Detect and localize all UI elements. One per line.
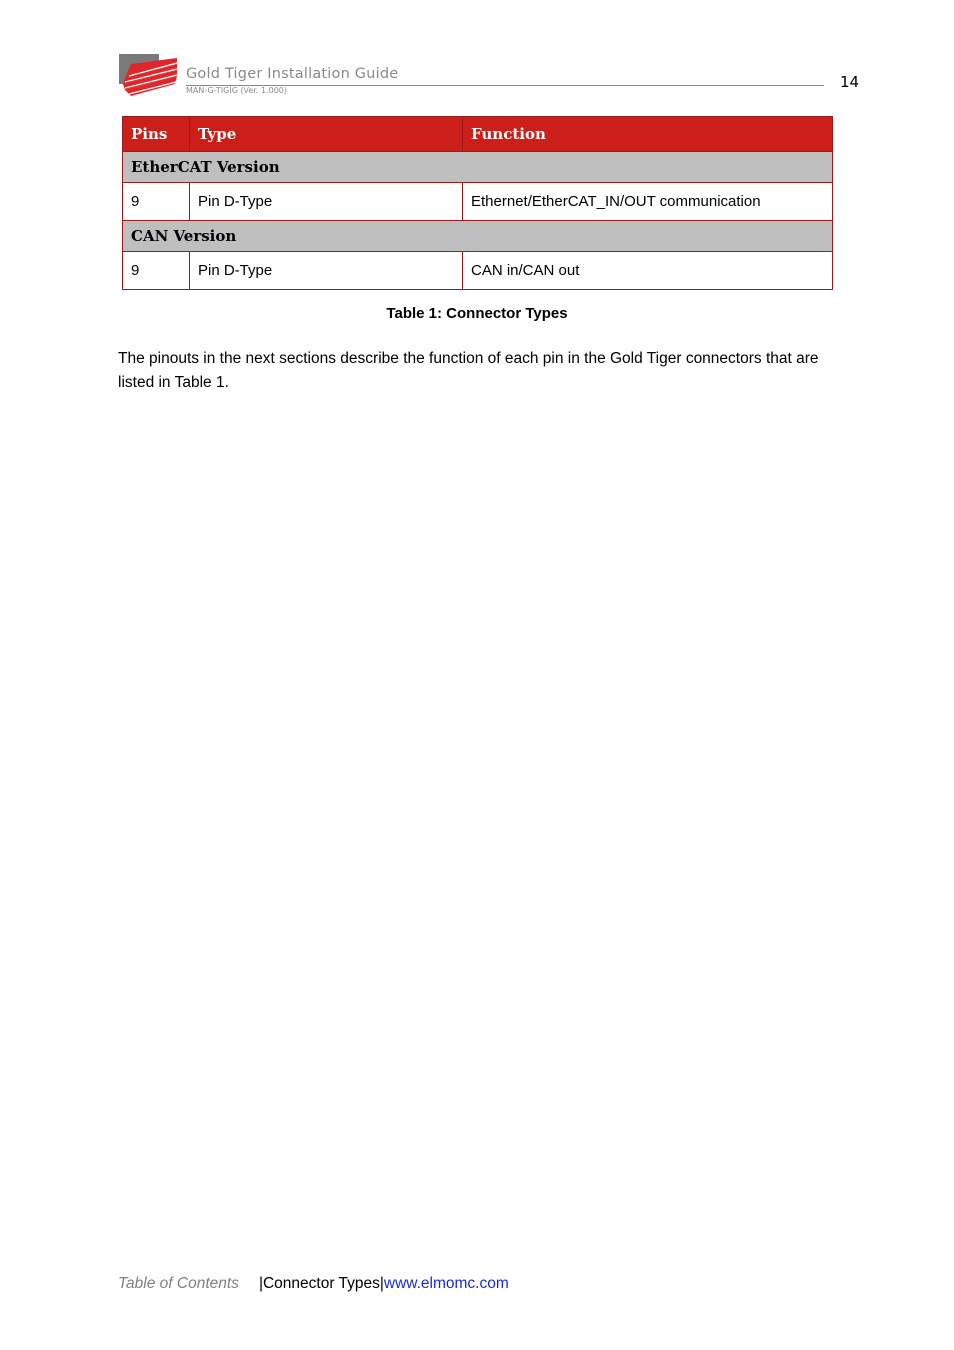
cell-pins: 9	[123, 252, 190, 290]
cell-function: CAN in/CAN out	[463, 252, 833, 290]
footer-section-name: |Connector Types|	[258, 1275, 384, 1292]
elmo-logo	[117, 54, 179, 96]
column-header-function: Function	[463, 117, 833, 152]
table-header-row	[123, 117, 833, 152]
table-of-contents-link[interactable]: Table of Contents	[118, 1275, 239, 1292]
table-row	[123, 183, 833, 221]
document-title: Gold Tiger Installation Guide	[186, 66, 399, 82]
column-header-pins: Pins	[123, 117, 190, 152]
website-link[interactable]: www.elmomc.com	[383, 1275, 509, 1292]
section-title: EtherCAT Version	[123, 152, 833, 183]
body-paragraph: The pinouts in the next sections describe the function of each pin in the Gold Tiger connectors that are listed in Table 1.	[118, 350, 819, 391]
table-row	[123, 252, 833, 290]
connector-types-table	[122, 116, 833, 290]
document-version: MAN-G-TIGIG (Ver. 1.000)	[186, 86, 287, 95]
cell-type: Pin D-Type	[190, 183, 463, 221]
section-row-ethercat	[123, 152, 833, 183]
table-caption: Table 1: Connector Types	[386, 305, 568, 322]
cell-pins: 9	[123, 183, 190, 221]
column-header-type: Type	[190, 117, 463, 152]
cell-type: Pin D-Type	[190, 252, 463, 290]
section-row-can	[123, 221, 833, 252]
page-number: 14	[840, 73, 860, 91]
page-footer	[118, 1275, 509, 1293]
section-title: CAN Version	[123, 221, 833, 252]
cell-function: Ethernet/EtherCAT_IN/OUT communication	[463, 183, 833, 221]
